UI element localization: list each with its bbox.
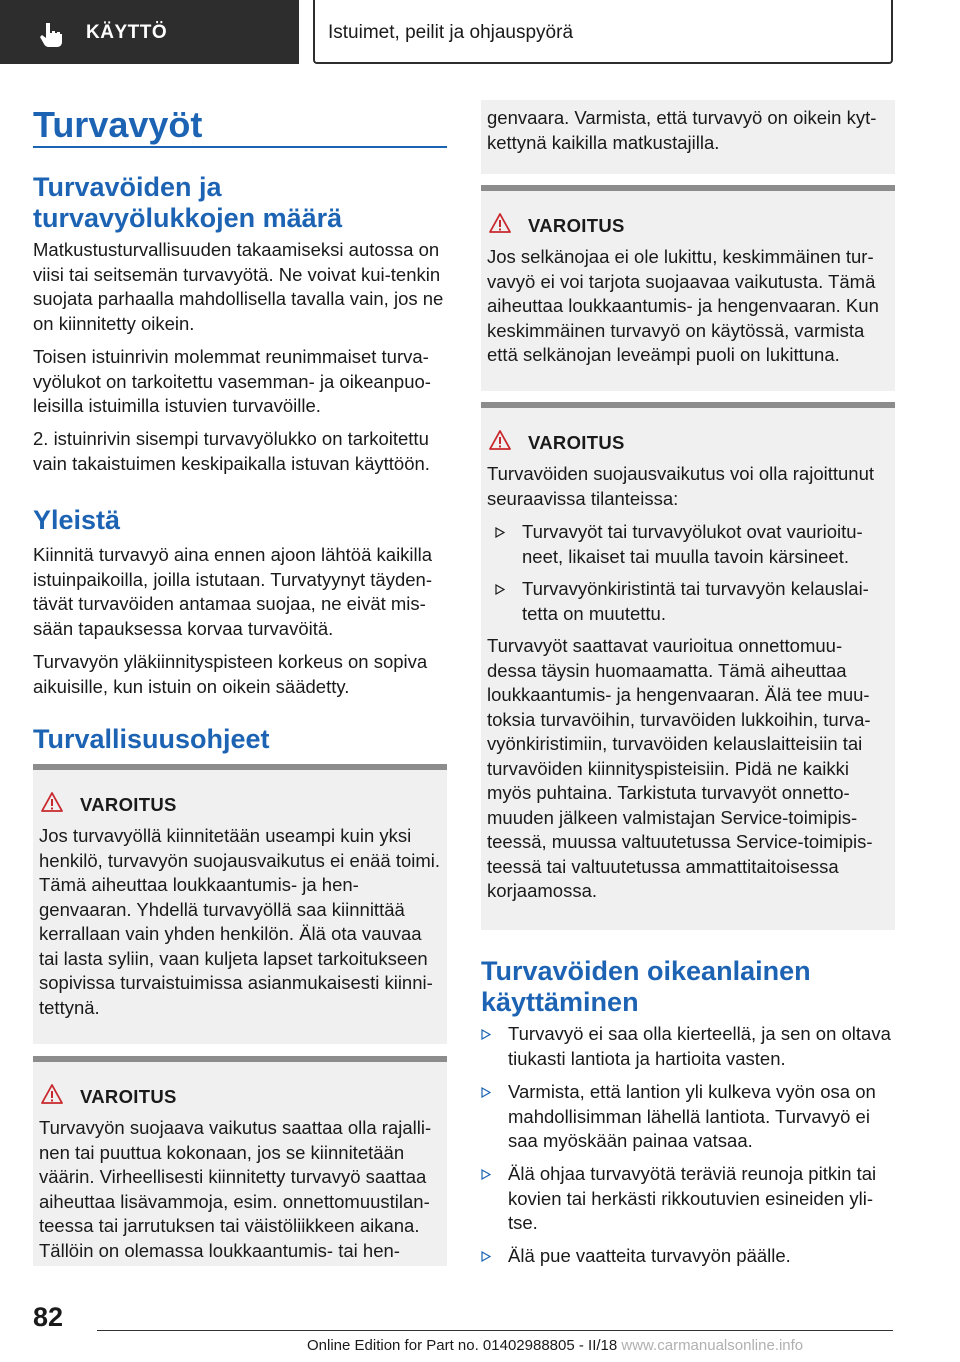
heading-correct-use: Turvavöiden oikeanlainen käyttäminen <box>481 956 811 1017</box>
warning-text: Turvavyöt saattavat vaurioitua onnettomuu-dessa täysin huomaamatta. Tämä aiheuttaa loukkaantumis- ja hengenvaaran. Älä tee muu-toksia turvavöihin, turvavöiden lukkoihin, turva-vyönkiristimiin, turvavöiden kelauslaitteisiin tai turvavöiden kiinnityspisteisiin. Pidä ne kaikki myös puhtaina. Tarkistuta turvavyöt onnetto-muuden jälkeen valmistajan Service-toimipis-teessä, muussa valtuutetussa Service-toimipis-teessä tai valtuutetussa ammattitaitoisessa korjaamossa. <box>487 635 873 901</box>
edition-text: Online Edition for Part no. 01402988805 - II/18 <box>307 1337 618 1354</box>
warning-text: Jos selkänojaa ei ole lukittu, keskimmäinen tur-vavyö ei voi tarjota suojaavaa vaikutusta. Tämä aiheuttaa loukkaantumis- ja hengenvaaran. Kun keskimmäinen turvavyö on käytössä, varmista että selkänojan leveämpi puoli on lukittuna. <box>487 246 879 365</box>
triangle-bullet-icon <box>495 584 505 595</box>
paragraph: Toisen istuinrivin molemmat reunimmaiset turva-vyölukot on tarkoitettu vasemman- ja oikeanpuo-leisilla istuimilla istuvien turvavöille. <box>33 346 431 416</box>
chapter-tab <box>313 0 893 64</box>
warning-bar <box>481 185 895 191</box>
paragraph: 2. istuinrivin sisempi turvavyölukko on tarkoitettu vain takaistuimen keskipaikalla istuvan käyttöön. <box>33 428 430 474</box>
warning-intro: Turvavöiden suojausvaikutus voi olla rajoittunut seuraavissa tilanteissa: <box>487 463 875 509</box>
triangle-bullet-icon <box>481 1251 491 1262</box>
warning-box <box>33 764 447 1044</box>
triangle-bullet-icon <box>495 527 505 538</box>
warning-box <box>33 1056 447 1266</box>
title-rule <box>33 146 447 148</box>
footer-text <box>307 1337 803 1354</box>
footer-rule <box>97 1330 893 1331</box>
list-item-text: Turvavyönkiristintä tai turvavyön kelauslai-tetta on muutettu. <box>522 578 869 624</box>
triangle-bullet-icon <box>481 1169 491 1180</box>
heading-general: Yleistä <box>33 505 121 535</box>
triangle-bullet-icon <box>481 1087 491 1098</box>
warning-box <box>481 402 895 930</box>
warning-title: VAROITUS <box>528 215 625 236</box>
warning-triangle-icon <box>41 792 63 812</box>
warning-bar <box>481 402 895 408</box>
warning-title: VAROITUS <box>80 1086 177 1107</box>
section-title: KÄYTTÖ <box>86 22 168 43</box>
warning-text: Jos turvavyöllä kiinnitetään useampi kuin yksi henkilö, turvavyön suojausvaikutus ei enää toimi. Tämä aiheuttaa loukkaantumis- ja hen-genvaaran. Yhdellä turvavyöllä saa kiinnittää kerrallaan vain yhden henkilön. Älä ota vauvaa tai lasta syliin, vaan kuljeta lapset tarkoitukseen sopivissa turvaistuimissa asianmukaisesti kiinni-tettynä. <box>39 825 441 1018</box>
warning-title: VAROITUS <box>80 794 177 815</box>
warning-title: VAROITUS <box>528 432 625 453</box>
heading-safety: Turvallisuusohjeet <box>33 724 270 754</box>
list-item-text: Älä pue vaatteita turvavyön päälle. <box>508 1245 791 1266</box>
list-item-text: Älä ohjaa turvavyötä teräviä reunoja pitkin tai kovien tai herkästi rikkoutuvien esineiden yli-tse. <box>508 1163 877 1233</box>
warning-box <box>481 185 895 391</box>
paragraph: Turvavyön yläkiinnityspisteen korkeus on sopiva aikuisille, kun istuin on oikein säädetty. <box>33 651 428 697</box>
triangle-bullet-icon <box>481 1029 491 1040</box>
heading-count: Turvavöiden ja turvavyölukkojen määrä <box>33 172 343 233</box>
page-title: Turvavyöt <box>33 104 203 145</box>
warning-bar <box>33 1056 447 1062</box>
list-item-text: Varmista, että lantion yli kulkeva vyön osa on mahdollisimman lähellä lantiota. Turvavyö ei saa myöskään painaa vatsaa. <box>508 1081 876 1151</box>
warning-bar <box>33 764 447 770</box>
paragraph: Matkustusturvallisuuden takaamiseksi autossa on viisi tai seitsemän turvavyötä. Ne voivat kui-tenkin suojata parhaalla mahdollisella tavalla vain, jos ne on kiinnitetty oikein. <box>33 239 444 334</box>
list-item-text: Turvavyöt tai turvavyölukot ovat vaurioitu-neet, likaiset tai muulla tavoin kärsineet. <box>522 521 863 567</box>
warning-triangle-icon <box>489 213 511 233</box>
section-tab <box>0 0 299 64</box>
warning-box-continued <box>481 100 895 174</box>
chapter-title: Istuimet, peilit ja ohjauspyörä <box>328 22 574 43</box>
pointing-hand-icon <box>38 20 66 48</box>
page-number: 82 <box>33 1302 64 1332</box>
watermark: www.carmanualsonline.info <box>621 1337 804 1354</box>
list-item-text: Turvavyö ei saa olla kierteellä, ja sen on oltava tiukasti lantiota ja hartioita vasten. <box>508 1023 891 1069</box>
warning-text: genvaara. Varmista, että turvavyö on oikein kyt-kettynä kaikilla matkustajilla. <box>487 107 877 153</box>
warning-text: Turvavyön suojaava vaikutus saattaa olla rajalli-nen tai puuttua kokonaan, jos se kiinnitetään väärin. Virheellisesti kiinnitetty turvavyö saattaa aiheuttaa lisävammoja, esim. onnettomuustilan-teessa tai jarrutuksen tai väistöliikkeen aikana. Tällöin on olemassa loukkaantumis- tai hen- <box>39 1117 432 1261</box>
warning-triangle-icon <box>41 1084 63 1104</box>
paragraph: Kiinnitä turvavyö aina ennen ajoon lähtöä kaikilla istuinpaikoilla, joilla istutaan. Turvatyynyt täyden-tävät turvavöiden antamaa suojaa, ne eivät mis-sään tapauksessa korvaa turvavöitä. <box>33 544 433 639</box>
warning-triangle-icon <box>489 430 511 450</box>
